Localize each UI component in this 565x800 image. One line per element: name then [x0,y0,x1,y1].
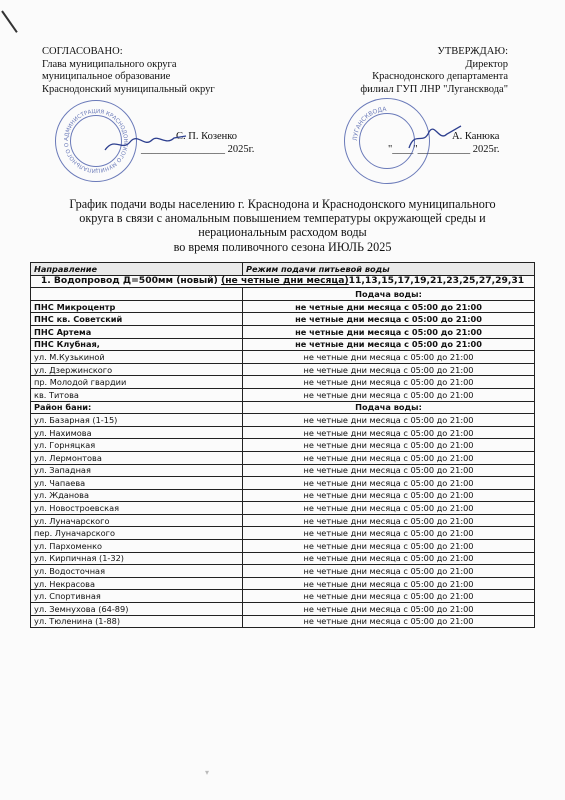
column-header-direction: Направление [31,263,243,276]
row-mode: не четные дни месяца с 05:00 до 21:00 [243,414,535,427]
table-row [31,590,535,603]
row-mode: не четные дни месяца с 05:00 до 21:00 [243,514,535,527]
approval-position-2: муниципальное образование [42,71,171,82]
row-mode: не четные дни месяца с 05:00 до 21:00 [243,325,535,338]
right-date-text: 2025г. [472,144,500,155]
row-mode: не четные дни месяца с 05:00 до 21:00 [243,451,535,464]
left-signature-date: ________________ 2025г. [141,144,255,155]
table-row [31,300,535,313]
supply-label: Подача воды: [243,401,535,414]
row-location: ПНС Клубная, [31,338,243,351]
approval-block-left [42,46,292,96]
row-mode: не четные дни месяца с 05:00 до 21:00 [243,300,535,313]
left-seal-text: АДМИНИСТРАЦИЯ КРАСНОДОНСКОГО МУНИЦИПАЛЬНОГО О [63,108,129,174]
left-date-text: 2025г. [227,144,255,155]
row-mode: не четные дни месяца с 05:00 до 21:00 [243,351,535,364]
table-row [31,464,535,477]
row-mode: не четные дни месяца с 05:00 до 21:00 [243,313,535,326]
approve-position-2: Краснодонского департамента [372,71,508,82]
row-location: ул. Горняцкая [31,439,243,452]
section-title: 1. Водопровод Д=500мм (новый) (не четные дни месяца)11,13,15,17,19,21,23,25,27,29,31 [31,275,535,288]
row-mode: не четные дни месяца с 05:00 до 21:00 [243,489,535,502]
row-location: ПНС кв. Советский [31,313,243,326]
table-row [31,439,535,452]
row-mode: не четные дни месяца с 05:00 до 21:00 [243,577,535,590]
approval-heading: СОГЛАСОВАНО: [42,46,123,57]
table-row [31,338,535,351]
row-location: ул. Водосточная [31,565,243,578]
table-row [31,426,535,439]
right-seal-text: ЛУГАНСКВОДА [351,105,387,142]
row-mode: не четные дни месяца с 05:00 до 21:00 [243,464,535,477]
approve-heading: УТВЕРЖДАЮ: [437,46,508,57]
approval-block-right [258,46,508,96]
row-location: ул. М.Кузькиной [31,351,243,364]
row-mode: не четные дни месяца с 05:00 до 21:00 [243,426,535,439]
section-title-row [31,275,535,288]
row-mode: не четные дни месяца с 05:00 до 21:00 [243,363,535,376]
row-mode: не четные дни месяца с 05:00 до 21:00 [243,615,535,628]
left-signature [100,128,190,158]
row-location: ул. Некрасова [31,577,243,590]
page-corner-mark [1,10,18,32]
row-location: пр. Молодой гвардии [31,376,243,389]
row-mode: не четные дни месяца с 05:00 до 21:00 [243,552,535,565]
row-location: ул. Западная [31,464,243,477]
row-location: кв. Титова [31,388,243,401]
right-signer-name: А. Канюка [452,131,500,142]
row-mode: не четные дни месяца с 05:00 до 21:00 [243,540,535,553]
svg-text:ЛУГАНСКВОДА [352,106,388,141]
table-row [31,527,535,540]
title-line-4: во время поливочного сезона ИЮЛЬ 2025 [173,239,392,254]
row-location: ул. Пархоменко [31,540,243,553]
row-mode: не четные дни месяца с 05:00 до 21:00 [243,565,535,578]
approval-position-3: Краснодонский муниципальный округ [42,83,215,95]
title-line-1: График подачи воды населению г. Краснодона и Краснодонского муниципального [69,197,496,211]
table-header-row [31,263,535,276]
approve-position-3: филиал ГУП ЛНР "Лугансквода" [360,83,508,95]
table-row [31,313,535,326]
table-row [31,363,535,376]
table-row [31,603,535,616]
table-row [31,540,535,553]
approve-position-1: Директор [465,58,508,70]
row-mode: не четные дни месяца с 05:00 до 21:00 [243,502,535,515]
right-signature [405,120,465,155]
water-schedule-table [30,262,535,628]
table-row [31,502,535,515]
supply-label-row [31,288,535,301]
row-mode: не четные дни месяца с 05:00 до 21:00 [243,338,535,351]
row-location: ПНС Микроцентр [31,300,243,313]
row-location: ул. Лермонтова [31,451,243,464]
row-location: ул. Земнухова (64-89) [31,603,243,616]
table-row [31,552,535,565]
left-signer-name: С. П. Козенко [176,131,238,142]
table-row [31,514,535,527]
table-row [31,414,535,427]
row-mode: не четные дни месяца с 05:00 до 21:00 [243,477,535,490]
row-location: ул. Кирпичная (1-32) [31,552,243,565]
scan-artifact: ▾ [205,768,210,777]
row-location: ул. Новостроевская [31,502,243,515]
table-row [31,451,535,464]
table-row [31,615,535,628]
row-mode: не четные дни месяца с 05:00 до 21:00 [243,603,535,616]
row-location: ул. Базарная (1-15) [31,414,243,427]
table-row [31,376,535,389]
row-mode: не четные дни месяца с 05:00 до 21:00 [243,388,535,401]
table-row [31,388,535,401]
table-row [31,351,535,364]
table-row [31,565,535,578]
row-location: ул. Спортивная [31,590,243,603]
row-location: пер. Луначарского [31,527,243,540]
document-title [30,197,535,254]
row-location: ул. Тюленина (1-88) [31,615,243,628]
title-line-2: округа в связи с аномальным повышением температуры окружающей среды и [79,211,486,226]
column-header-mode: Режим подачи питьевой воды [243,263,535,276]
table-row [31,325,535,338]
table-row [31,489,535,502]
district-row [31,401,535,414]
row-location: ул. Жданова [31,489,243,502]
title-line-3: нерациональным расходом воды [198,225,367,240]
table-row [31,577,535,590]
row-mode: не четные дни месяца с 05:00 до 21:00 [243,590,535,603]
row-location: ПНС Артема [31,325,243,338]
approval-position-1: Глава муниципального округа [42,58,177,70]
table-row [31,477,535,490]
right-signature-date: "____"__________ 2025г. [388,144,500,155]
row-mode: не четные дни месяца с 05:00 до 21:00 [243,376,535,389]
supply-label: Подача воды: [243,288,535,301]
district-label: Район бани: [31,401,243,414]
row-location: ул. Чапаева [31,477,243,490]
row-location: ул. Нахимова [31,426,243,439]
row-location: ул. Луначарского [31,514,243,527]
row-mode: не четные дни месяца с 05:00 до 21:00 [243,439,535,452]
row-location: ул. Дзержинского [31,363,243,376]
row-mode: не четные дни месяца с 05:00 до 21:00 [243,527,535,540]
